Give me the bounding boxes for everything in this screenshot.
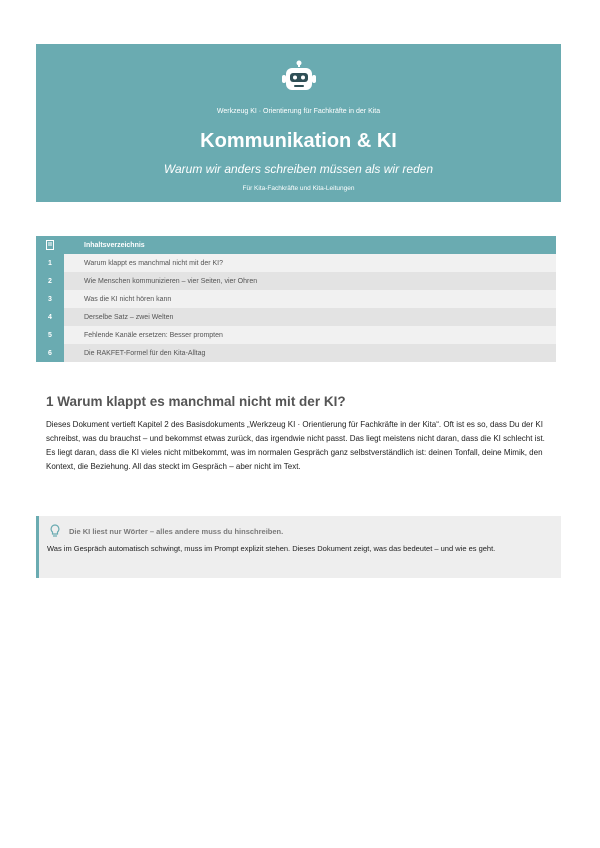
toc-label: Fehlende Kanäle ersetzen: Besser prompten [64, 326, 556, 344]
toc-item[interactable] [36, 308, 556, 326]
toc-label: Die RAKFET-Formel für den Kita-Alltag [64, 344, 556, 362]
toc-number: 6 [36, 344, 64, 362]
header-kicker: Werkzeug KI · Orientierung für Fachkräfte in der Kita [216, 108, 381, 115]
toc-item[interactable] [36, 290, 556, 308]
toc-number: 4 [36, 308, 64, 326]
toc-item[interactable] [36, 254, 556, 272]
toc-title: Inhaltsverzeichnis [84, 241, 145, 249]
document-title: Kommunikation & KI [200, 130, 397, 152]
toc-item[interactable] [36, 344, 556, 362]
table-of-contents [36, 236, 556, 362]
toc-number: 2 [36, 272, 64, 290]
callout-title: Die KI liest nur Wörter – alles andere muss du hinschreiben. [69, 526, 284, 536]
robot-icon [282, 60, 316, 96]
book-icon [46, 240, 54, 250]
section-heading: 1 Warum klappt es manchmal nicht mit der KI? [46, 394, 346, 409]
toc-header [36, 236, 556, 254]
toc-item[interactable] [36, 272, 556, 290]
toc-number: 3 [36, 290, 64, 308]
callout-box [36, 516, 561, 578]
toc-label: Wie Menschen kommunizieren – vier Seiten, vier Ohren [64, 272, 556, 290]
audience-line: Für Kita-Fachkräfte und Kita-Leitungen [242, 185, 355, 192]
toc-number: 1 [36, 254, 64, 272]
lightbulb-icon [49, 524, 61, 538]
toc-item[interactable] [36, 326, 556, 344]
toc-number: 5 [36, 326, 64, 344]
toc-label: Was die KI nicht hören kann [64, 290, 556, 308]
document-subtitle: Warum wir anders schreiben müssen als wir reden [163, 162, 434, 176]
section-paragraph: Dieses Dokument vertieft Kapitel 2 des Basisdokuments „Werkzeug KI · Orientierung für Fachkräfte in der Kita“. Oft ist es so, dass Du der KI schreibst, was du brauchst – und bekommst etwas zurück, das irgendwie nicht passt. Das liegt meistens nicht daran, dass die KI schlecht ist. Es liegt daran, dass die KI vieles nicht mitbekommt, was im normalen Gespräch ganz selbstverständlich ist: deinen Tonfall, deine Mimik, den Kontext, die Beziehung. All das steckt im Gespräch – aber nicht im Text. [46, 420, 545, 471]
callout-text: Was im Gespräch automatisch schwingt, muss im Prompt explizit stehen. Dieses Dokument zeigt, was das bedeutet – und wie es geht. [47, 544, 496, 553]
toc-label: Derselbe Satz – zwei Welten [64, 308, 556, 326]
toc-label: Warum klappt es manchmal nicht mit der KI? [64, 254, 556, 272]
header-banner [36, 44, 561, 202]
